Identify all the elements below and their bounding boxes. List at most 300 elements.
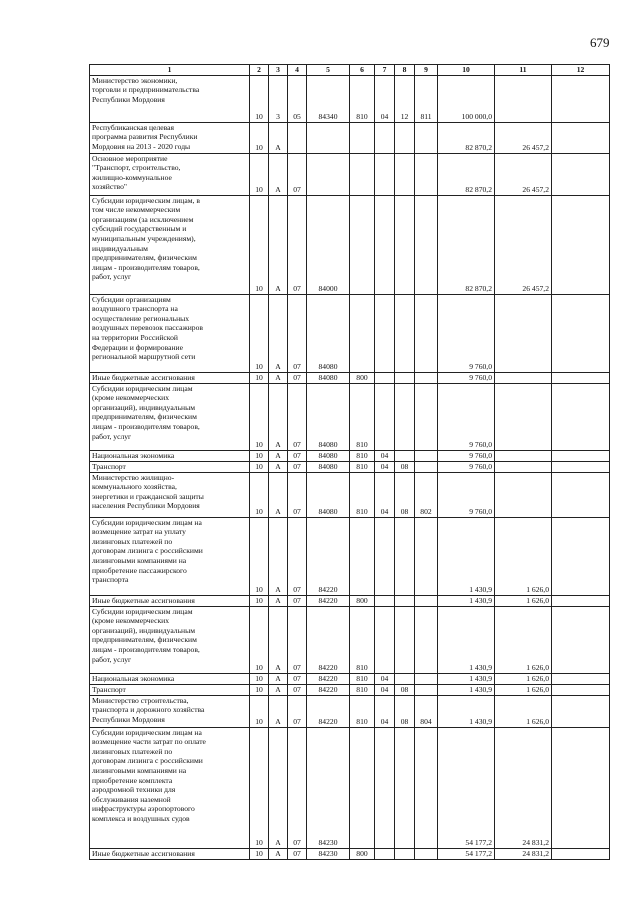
row-name-cell: Иные бюджетные ассигнования — [90, 848, 250, 859]
row-cell-c3: А — [269, 153, 288, 195]
table-row — [90, 122, 610, 153]
row-name-line: Министерство жилищно- — [92, 472, 175, 482]
row-cell-c7: 04 — [375, 472, 395, 517]
row-cell-c9 — [415, 122, 438, 153]
row-name-line: (кроме некоммерческих — [92, 616, 170, 626]
column-header-9: 9 — [415, 65, 438, 76]
row-name-line: том числе некоммерческим — [92, 205, 181, 215]
row-name-line: региональной маршрутной сети — [92, 352, 196, 362]
row-cell-c2: 10 — [250, 848, 269, 859]
row-cell-c3: А — [269, 606, 288, 673]
row-cell-c11: 1 626,0 — [495, 606, 552, 673]
row-name-line: Субсидии юридическим лицам, в — [92, 195, 200, 205]
row-cell-c6: 800 — [350, 372, 375, 383]
row-name-line: осуществление региональных — [92, 313, 190, 323]
row-name-cell — [90, 695, 250, 727]
row-cell-c4: 07 — [288, 372, 307, 383]
row-name-line: муниципальным учреждениям), — [92, 233, 196, 243]
row-cell-c8 — [395, 122, 415, 153]
row-name-cell: Транспорт — [90, 684, 250, 695]
row-cell-c5: 84220 — [307, 673, 350, 684]
row-cell-c9 — [415, 848, 438, 859]
row-name-cell — [90, 294, 250, 372]
row-name-line: договорам лизинга с российскими — [92, 546, 203, 556]
table-row — [90, 461, 610, 472]
row-cell-c7 — [375, 517, 395, 595]
row-cell-c2: 10 — [250, 383, 269, 450]
row-name-cell — [90, 153, 250, 195]
row-cell-c6: 810 — [350, 75, 375, 122]
row-cell-c9 — [415, 461, 438, 472]
row-cell-c3: А — [269, 450, 288, 461]
row-cell-c7 — [375, 195, 395, 294]
row-cell-c8 — [395, 383, 415, 450]
row-cell-c11: 1 626,0 — [495, 684, 552, 695]
table-row — [90, 727, 610, 848]
row-cell-c10: 1 430,9 — [438, 606, 495, 673]
row-cell-c8 — [395, 372, 415, 383]
row-name-cell — [90, 727, 250, 848]
row-cell-c10: 82 870,2 — [438, 195, 495, 294]
row-cell-c9 — [415, 153, 438, 195]
row-cell-c5: 84080 — [307, 450, 350, 461]
column-header-11: 11 — [495, 65, 552, 76]
table-row — [90, 673, 610, 684]
row-cell-c9 — [415, 684, 438, 695]
row-cell-c9 — [415, 294, 438, 372]
row-cell-c2: 10 — [250, 195, 269, 294]
table-row — [90, 848, 610, 859]
row-cell-c5 — [307, 122, 350, 153]
row-cell-c9 — [415, 383, 438, 450]
row-name-line: договорам лизинга с российскими — [92, 756, 203, 766]
row-name-line: коммунального хозяйства, — [92, 482, 177, 492]
row-name-line: инфраструктуры аэропортового — [92, 804, 195, 814]
row-cell-c5: 84220 — [307, 595, 350, 606]
row-cell-c2: 10 — [250, 595, 269, 606]
row-cell-c4: 07 — [288, 606, 307, 673]
row-name-line: (кроме некоммерческих — [92, 393, 170, 403]
row-cell-c10: 1 430,9 — [438, 595, 495, 606]
row-cell-c9 — [415, 450, 438, 461]
row-cell-c5: 84220 — [307, 606, 350, 673]
row-cell-c3: А — [269, 461, 288, 472]
row-name-line: организаций), индивидуальным — [92, 402, 196, 412]
row-cell-c6: 810 — [350, 472, 375, 517]
row-cell-c11: 26 457,2 — [495, 122, 552, 153]
row-name-cell — [90, 472, 250, 517]
row-cell-c4: 07 — [288, 595, 307, 606]
row-cell-c3: А — [269, 294, 288, 372]
row-cell-c2: 10 — [250, 75, 269, 122]
row-cell-c7: 04 — [375, 450, 395, 461]
row-cell-c10: 1 430,9 — [438, 673, 495, 684]
row-cell-c9 — [415, 595, 438, 606]
row-name-line: организациям (за исключением — [92, 214, 194, 224]
row-cell-c11 — [495, 75, 552, 122]
row-cell-c10: 82 870,2 — [438, 153, 495, 195]
row-cell-c8: 08 — [395, 461, 415, 472]
row-cell-c11: 1 626,0 — [495, 695, 552, 727]
row-name-cell — [90, 195, 250, 294]
row-cell-c10: 9 760,0 — [438, 450, 495, 461]
row-name-line: лизинговыми компаниями на — [92, 555, 187, 565]
row-cell-c4: 07 — [288, 461, 307, 472]
row-cell-c7 — [375, 727, 395, 848]
row-name-line: населения Республики Мордовия — [92, 501, 200, 511]
row-cell-c3: А — [269, 848, 288, 859]
table-row — [90, 195, 610, 294]
row-name-line: предпринимателям, физическим — [92, 412, 197, 422]
row-name-cell: Национальная экономика — [90, 673, 250, 684]
row-name-cell: Иные бюджетные ассигнования — [90, 595, 250, 606]
row-cell-c2: 10 — [250, 372, 269, 383]
row-cell-c4: 07 — [288, 684, 307, 695]
row-cell-c10: 9 760,0 — [438, 294, 495, 372]
row-cell-c10: 54 177,2 — [438, 848, 495, 859]
row-cell-c10: 9 760,0 — [438, 383, 495, 450]
row-name-cell: Национальная экономика — [90, 450, 250, 461]
row-cell-c12 — [552, 848, 610, 859]
row-cell-c6: 800 — [350, 848, 375, 859]
row-cell-c12 — [552, 153, 610, 195]
row-cell-c7 — [375, 606, 395, 673]
row-cell-c12 — [552, 75, 610, 122]
row-name-cell: Транспорт — [90, 461, 250, 472]
row-cell-c5: 84080 — [307, 461, 350, 472]
row-cell-c11: 26 457,2 — [495, 195, 552, 294]
row-cell-c4: 07 — [288, 383, 307, 450]
table-row — [90, 75, 610, 122]
row-cell-c10: 1 430,9 — [438, 684, 495, 695]
row-name-line: приобретение комплекта — [92, 775, 173, 785]
row-cell-c9 — [415, 606, 438, 673]
row-cell-c8 — [395, 727, 415, 848]
row-name-line: воздушных перевозок пассажиров — [92, 323, 203, 333]
row-cell-c8 — [395, 294, 415, 372]
row-cell-c5: 84080 — [307, 294, 350, 372]
row-cell-c4: 07 — [288, 695, 307, 727]
row-cell-c12 — [552, 684, 610, 695]
row-name-line: лицам - производителям товаров, — [92, 421, 200, 431]
row-name-line: обслуживания наземной — [92, 794, 171, 804]
row-cell-c12 — [552, 595, 610, 606]
row-cell-c6: 810 — [350, 461, 375, 472]
column-header-4: 4 — [288, 65, 307, 76]
row-cell-c3: 3 — [269, 75, 288, 122]
row-cell-c7: 04 — [375, 461, 395, 472]
row-cell-c12 — [552, 294, 610, 372]
row-name-line: транспорта — [92, 575, 129, 585]
table-row — [90, 450, 610, 461]
row-cell-c4: 07 — [288, 153, 307, 195]
row-name-line: Субсидии юридическим лицам — [92, 606, 193, 616]
row-cell-c6: 810 — [350, 383, 375, 450]
table-row — [90, 383, 610, 450]
row-cell-c6: 810 — [350, 684, 375, 695]
row-cell-c6 — [350, 727, 375, 848]
row-name-line: субсидий государственным и — [92, 224, 187, 234]
row-cell-c7 — [375, 595, 395, 606]
row-cell-c5: 84080 — [307, 472, 350, 517]
row-name-line: работ, услуг — [92, 272, 132, 282]
row-cell-c6: 810 — [350, 695, 375, 727]
row-cell-c8 — [395, 450, 415, 461]
row-name-line: транспорта и дорожного хозяйства — [92, 705, 205, 715]
row-cell-c12 — [552, 195, 610, 294]
row-name-line: возмещение затрат на уплату — [92, 527, 186, 537]
row-name-line: предпринимателям, физическим — [92, 253, 197, 263]
row-cell-c4: 07 — [288, 294, 307, 372]
row-name-line: индивидуальным — [92, 243, 148, 253]
row-cell-c5: 84340 — [307, 75, 350, 122]
row-cell-c6 — [350, 517, 375, 595]
row-name-line: работ, услуг — [92, 431, 132, 441]
row-cell-c3: А — [269, 383, 288, 450]
row-name-cell — [90, 122, 250, 153]
row-cell-c7: 04 — [375, 684, 395, 695]
row-cell-c7: 04 — [375, 695, 395, 727]
row-cell-c5: 84220 — [307, 695, 350, 727]
row-cell-c11 — [495, 461, 552, 472]
row-cell-c3: А — [269, 472, 288, 517]
row-cell-c3: А — [269, 372, 288, 383]
row-cell-c10: 54 177,2 — [438, 727, 495, 848]
table-row — [90, 153, 610, 195]
row-cell-c12 — [552, 727, 610, 848]
row-name-cell — [90, 606, 250, 673]
row-name-cell: Иные бюджетные ассигнования — [90, 372, 250, 383]
row-cell-c7: 04 — [375, 673, 395, 684]
table-header-row — [90, 65, 610, 76]
row-cell-c11: 1 626,0 — [495, 595, 552, 606]
row-cell-c3: А — [269, 122, 288, 153]
row-cell-c2: 10 — [250, 684, 269, 695]
row-cell-c12 — [552, 472, 610, 517]
row-cell-c5: 84000 — [307, 195, 350, 294]
table-row — [90, 695, 610, 727]
row-cell-c5: 84080 — [307, 372, 350, 383]
row-cell-c8: 08 — [395, 695, 415, 727]
row-cell-c10: 1 430,9 — [438, 517, 495, 595]
row-name-line: Республики Мордовия — [92, 94, 165, 104]
table-row — [90, 372, 610, 383]
table-row — [90, 684, 610, 695]
row-name-line: хозяйство" — [92, 182, 127, 192]
table-row — [90, 472, 610, 517]
row-name-line: Министерство строительства, — [92, 695, 189, 705]
row-name-line: работ, услуг — [92, 654, 132, 664]
row-cell-c7 — [375, 122, 395, 153]
row-name-line: Субсидии юридическим лицам на — [92, 517, 202, 527]
column-header-3: 3 — [269, 65, 288, 76]
row-cell-c11: 26 457,2 — [495, 153, 552, 195]
column-header-10: 10 — [438, 65, 495, 76]
row-cell-c4: 07 — [288, 673, 307, 684]
row-cell-c8 — [395, 153, 415, 195]
row-name-line: жилищно-коммунальное — [92, 172, 172, 182]
row-cell-c4: 07 — [288, 848, 307, 859]
row-name-line: "Транспорт, строительство, — [92, 163, 181, 173]
row-cell-c12 — [552, 606, 610, 673]
row-cell-c2: 10 — [250, 517, 269, 595]
row-name-cell — [90, 383, 250, 450]
row-cell-c2: 10 — [250, 122, 269, 153]
row-cell-c6 — [350, 195, 375, 294]
row-cell-c5: 84220 — [307, 684, 350, 695]
row-cell-c7 — [375, 153, 395, 195]
row-cell-c8 — [395, 848, 415, 859]
row-name-line: комплекса и воздушных судов — [92, 813, 190, 823]
row-name-line: приобретение пассажирского — [92, 565, 187, 575]
row-name-line: предпринимателям, физическим — [92, 635, 197, 645]
row-cell-c9 — [415, 372, 438, 383]
row-cell-c9: 804 — [415, 695, 438, 727]
row-cell-c4: 07 — [288, 195, 307, 294]
row-cell-c12 — [552, 383, 610, 450]
row-cell-c3: А — [269, 727, 288, 848]
table-row — [90, 595, 610, 606]
row-cell-c10: 9 760,0 — [438, 461, 495, 472]
row-cell-c4: 07 — [288, 517, 307, 595]
table-row — [90, 294, 610, 372]
row-cell-c6 — [350, 153, 375, 195]
column-header-7: 7 — [375, 65, 395, 76]
row-name-line: программа развития Республики — [92, 132, 198, 142]
row-cell-c8 — [395, 595, 415, 606]
row-cell-c11 — [495, 472, 552, 517]
row-name-line: организаций), индивидуальным — [92, 625, 196, 635]
row-name-line: воздушного транспорта на — [92, 304, 178, 314]
row-cell-c8 — [395, 606, 415, 673]
row-cell-c11: 24 831,2 — [495, 848, 552, 859]
row-cell-c9: 802 — [415, 472, 438, 517]
row-cell-c5 — [307, 153, 350, 195]
row-cell-c9 — [415, 195, 438, 294]
row-cell-c2: 10 — [250, 450, 269, 461]
row-name-cell — [90, 75, 250, 122]
row-cell-c5: 84230 — [307, 727, 350, 848]
row-cell-c3: А — [269, 684, 288, 695]
row-name-cell — [90, 517, 250, 595]
row-name-line: энергетики и гражданской защиты — [92, 491, 204, 501]
row-name-line: Республики Мордовия — [92, 714, 165, 724]
row-name-line: Мордовия на 2013 - 2020 годы — [92, 141, 191, 151]
row-cell-c3: А — [269, 695, 288, 727]
column-header-6: 6 — [350, 65, 375, 76]
row-cell-c10: 9 760,0 — [438, 472, 495, 517]
row-cell-c3: А — [269, 595, 288, 606]
column-header-2: 2 — [250, 65, 269, 76]
row-cell-c11: 24 831,2 — [495, 727, 552, 848]
row-cell-c2: 10 — [250, 153, 269, 195]
row-cell-c2: 10 — [250, 606, 269, 673]
row-cell-c2: 10 — [250, 673, 269, 684]
row-cell-c4 — [288, 122, 307, 153]
row-cell-c8: 08 — [395, 684, 415, 695]
row-cell-c8 — [395, 195, 415, 294]
row-cell-c9 — [415, 727, 438, 848]
row-name-line: Субсидии юридическим лицам — [92, 383, 193, 393]
row-cell-c5: 84080 — [307, 383, 350, 450]
row-cell-c4: 07 — [288, 472, 307, 517]
row-cell-c2: 10 — [250, 472, 269, 517]
row-name-line: Субсидии юридическим лицам на — [92, 727, 202, 737]
row-cell-c8: 12 — [395, 75, 415, 122]
row-cell-c5: 84220 — [307, 517, 350, 595]
row-cell-c11: 1 626,0 — [495, 673, 552, 684]
row-cell-c6: 810 — [350, 450, 375, 461]
row-cell-c10: 9 760,0 — [438, 372, 495, 383]
row-cell-c11: 1 626,0 — [495, 517, 552, 595]
row-cell-c7 — [375, 294, 395, 372]
column-header-8: 8 — [395, 65, 415, 76]
row-name-line: Республиканская целевая — [92, 122, 174, 132]
row-cell-c11 — [495, 450, 552, 461]
row-cell-c9: 811 — [415, 75, 438, 122]
row-cell-c3: А — [269, 517, 288, 595]
row-cell-c8: 08 — [395, 472, 415, 517]
row-cell-c12 — [552, 517, 610, 595]
row-cell-c11 — [495, 294, 552, 372]
row-name-line: лизинговых платежей по — [92, 746, 173, 756]
row-cell-c2: 10 — [250, 695, 269, 727]
row-cell-c12 — [552, 372, 610, 383]
row-cell-c11 — [495, 383, 552, 450]
column-header-5: 5 — [307, 65, 350, 76]
table-row — [90, 517, 610, 595]
row-cell-c12 — [552, 122, 610, 153]
row-cell-c4: 07 — [288, 727, 307, 848]
row-name-line: лизинговыми компаниями на — [92, 765, 187, 775]
row-cell-c7 — [375, 372, 395, 383]
row-cell-c5: 84230 — [307, 848, 350, 859]
column-header-12: 12 — [552, 65, 610, 76]
row-cell-c2: 10 — [250, 294, 269, 372]
table-row — [90, 606, 610, 673]
row-cell-c6 — [350, 122, 375, 153]
row-name-line: торговли и предпринимательства — [92, 85, 200, 95]
row-cell-c12 — [552, 450, 610, 461]
row-name-line: аэродромной техники для — [92, 785, 176, 795]
row-cell-c12 — [552, 673, 610, 684]
page-number: 679 — [590, 35, 610, 50]
row-cell-c12 — [552, 461, 610, 472]
row-name-line: Субсидии организациям — [92, 294, 171, 304]
row-name-line: возмещение части затрат по оплате — [92, 737, 206, 747]
row-cell-c2: 10 — [250, 727, 269, 848]
row-cell-c9 — [415, 517, 438, 595]
row-name-line: Министерство экономики, — [92, 75, 178, 85]
budget-table — [89, 64, 610, 860]
column-header-1: 1 — [90, 65, 250, 76]
row-name-line: лицам - производителям товаров, — [92, 262, 200, 272]
row-cell-c3: А — [269, 673, 288, 684]
row-cell-c3: А — [269, 195, 288, 294]
row-name-line: Федерации и формирование — [92, 342, 183, 352]
row-name-line: Основное мероприятие — [92, 153, 168, 163]
row-cell-c11 — [495, 372, 552, 383]
row-cell-c6: 800 — [350, 595, 375, 606]
row-name-line: на территории Российской — [92, 332, 178, 342]
row-cell-c8 — [395, 673, 415, 684]
row-cell-c4: 05 — [288, 75, 307, 122]
row-cell-c9 — [415, 673, 438, 684]
row-cell-c6: 810 — [350, 606, 375, 673]
row-cell-c10: 100 000,0 — [438, 75, 495, 122]
row-cell-c6: 810 — [350, 673, 375, 684]
row-cell-c2: 10 — [250, 461, 269, 472]
